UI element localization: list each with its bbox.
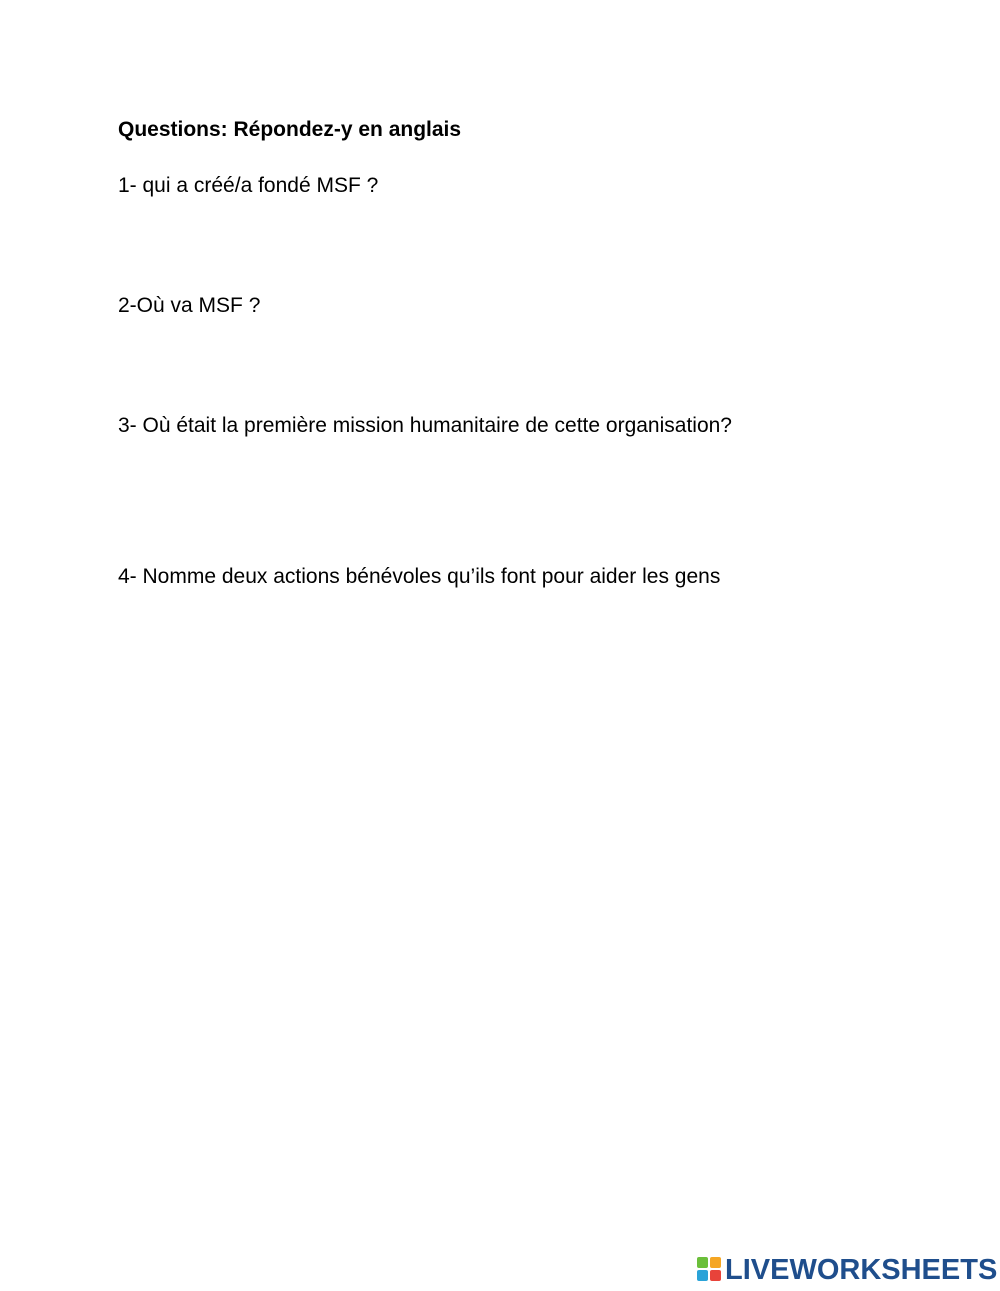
brand-name: LIVEWORKSHEETS	[725, 1254, 998, 1286]
question-3: 3- Où était la première mission humanitaire de cette organisation?	[118, 414, 732, 437]
brand-footer	[697, 1255, 997, 1285]
liveworksheets-logo-icon	[697, 1257, 723, 1283]
question-4: 4- Nomme deux actions bénévoles qu’ils font pour aider les gens	[118, 565, 721, 588]
question-1: 1- qui a créé/a fondé MSF ?	[118, 174, 379, 197]
worksheet-heading: Questions: Répondez-y en anglais	[118, 118, 462, 141]
question-2: 2-Où va MSF ?	[118, 294, 261, 317]
